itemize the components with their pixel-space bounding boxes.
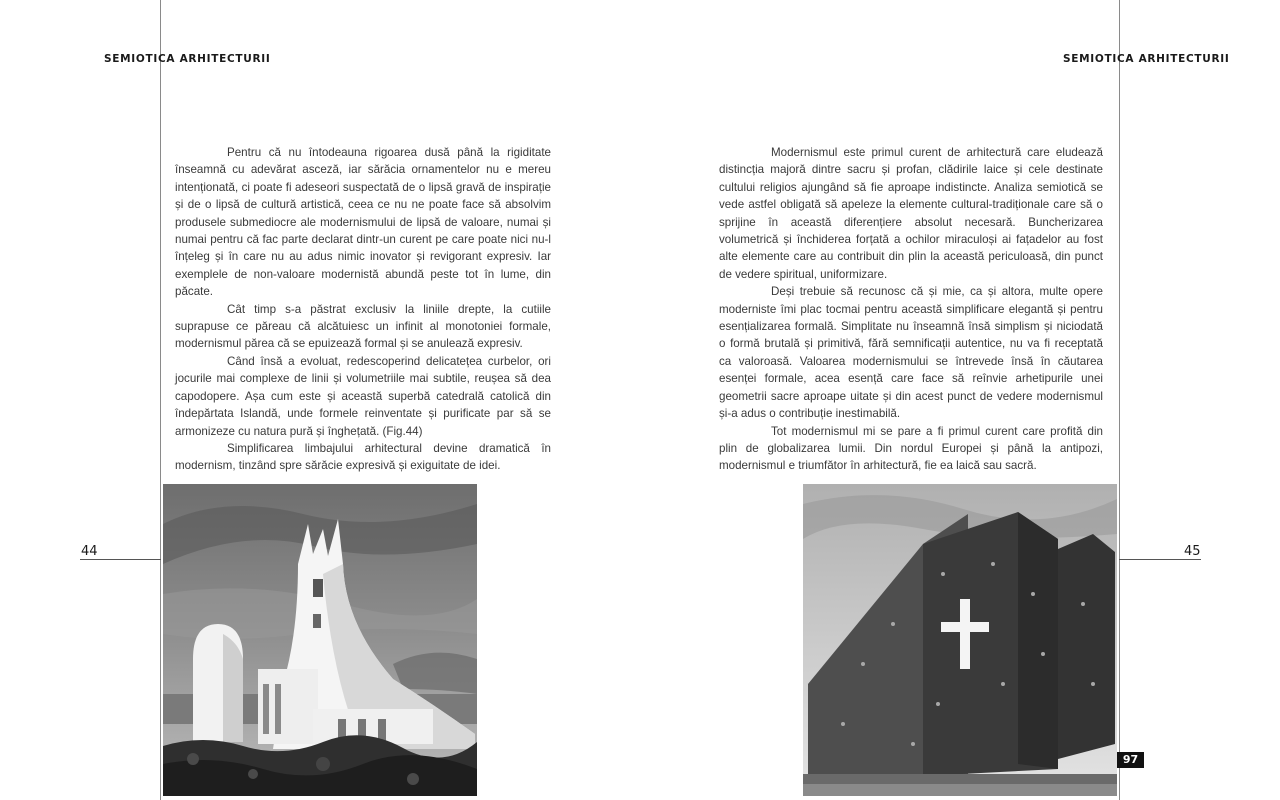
left-paragraph-4: Simplificarea limbajului arhitectural devine dramatică în modernism, tinzând spre sărăcie expresivă și exiguitate de idei. (175, 441, 551, 473)
left-paragraph-1: Pentru că nu întodeauna rigoarea dusă până la rigiditate înseamnă cu adevărat asceză, iar sărăcia ornamentelor nu e mereu intenționată, ci poate fi adeseori suspectată de o lipsă gravă de inspirație și de o lipsă de cultură artistică, ceea ce nu ne poate face să absolvim produsele submediocre ale modernismului de lipsă de valoare, numai și numai pentru că fac parte declarat dintr-un curent pe care poate nici nu-l înțeleg și în care nu au adus nimic inovator și revigorant expresiv. Iar exemplele de non-valoare modernistă abundă peste tot în lume, din păcate. (175, 146, 551, 299)
folio-badge: 97 (1117, 752, 1144, 768)
left-paragraph-3: Când însă a evoluat, redescoperind delicatețea curbelor, ori jocurile mai complexe de linii și volumetriile mai subtile, reușea să dea capodopere. Așa cum este și această superbă catedrală catolică din îndepărtata Islandă, unde formele reinventate și purificate par să se armonizeze cu natura pură și înghețată. (Fig.44) (175, 354, 551, 438)
right-page-number: 45 (1184, 544, 1201, 559)
right-margin-rule (1119, 0, 1120, 800)
cathedral-photo (163, 484, 477, 796)
right-paragraph-3: Tot modernismul mi se pare a fi primul curent care profită din plin de globalizarea lumii. Din nordul Europei și până la antipozi, modernismul e triumfător în arhitectură, fie ea laică sau sacră. (719, 424, 1103, 473)
left-paragraph-2: Cât timp s-a păstrat exclusiv la liniile drepte, la cutiile suprapuse ce păreau că alcătuiesc un infinit al monotoniei formale, modernismul părea că se epuizează formal și se anulează expresiv. (175, 302, 551, 351)
left-text-column (175, 144, 551, 475)
left-page-number: 44 (81, 544, 98, 559)
right-text-column (719, 144, 1103, 475)
right-page-number-rule (1119, 559, 1201, 560)
right-paragraph-1: Modernismul este primul curent de arhitectură care eludează distincția majoră dintre sacru și profan, clădirile laice și cele destinate cultului religios ajungând să fie aproape indistincte. Analiza semiotică se vede astfel obligată să apeleze la elemente cultural-tradiționale care să o sprijine în această diferențiere absolut necesară. Buncherizarea volumetrică și închiderea forțată a ochilor miraculoși ai fațadelor au fost alte elemente care au contribuit din plin la această periculoasă, din punct de vedere spiritual, uniformizare. (719, 146, 1103, 281)
left-page-number-rule (80, 559, 161, 560)
left-running-header: SEMIOTICA ARHITECTURII (104, 53, 271, 65)
cube-church-photo (803, 484, 1117, 796)
left-margin-rule (160, 0, 161, 800)
right-running-header: SEMIOTICA ARHITECTURII (1063, 53, 1230, 65)
right-paragraph-2: Deși trebuie să recunosc că și mie, ca și altora, multe opere moderniste îmi plac tocmai pentru această simplificare elegantă și pentru esențializarea formală. Simplitate nu înseamnă însă simplism și niciodată o formă brutală și primitivă, fără semnificații autentice, nu va fi receptată ca valoroasă. Valoarea modernismului se întrevede însă în căutarea esenței formale, acea esență care face să reînvie arhetipurile unei geometrii sacre aproape uitate și din acest punct de vedere modernismul și-a adus o contribuție inestimabilă. (719, 285, 1103, 421)
